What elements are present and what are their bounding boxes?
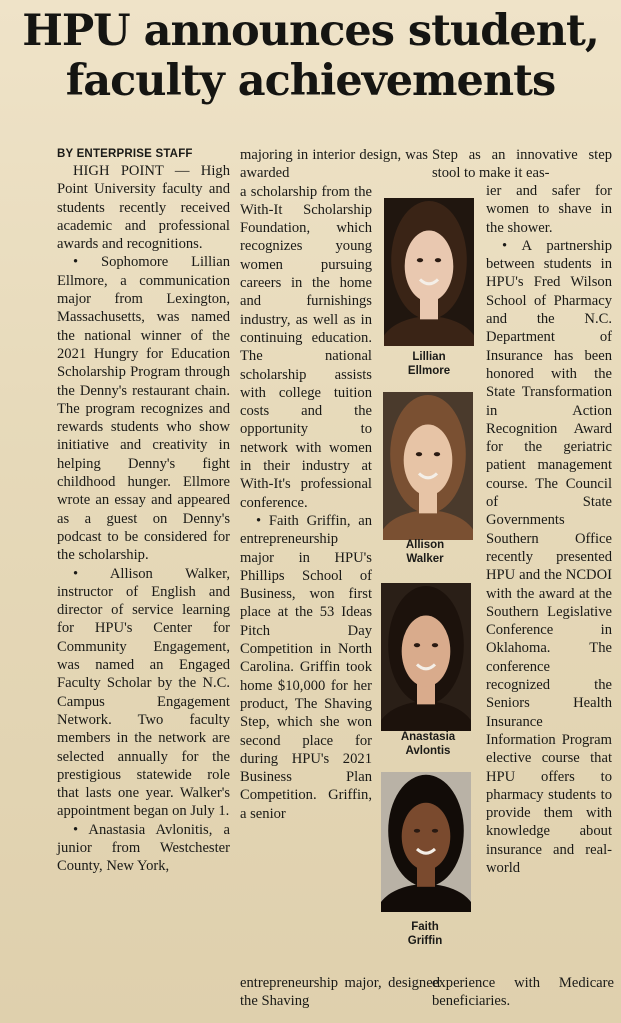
paragraph-intro: HIGH POINT — High Point University faculty and students recently received academic and professional awards and recognitions. [57,163,230,253]
portrait-face [404,425,453,496]
portrait-eye-left [416,452,422,456]
column-3-bottom-line: experience with Medicare beneficiaries. [432,975,614,1010]
portrait-face [402,803,451,870]
paragraph-avlonitis-start: • Anastasia Avlonitis, a junior from Westchester County, New York, [57,821,230,875]
headline [0,6,621,106]
paragraph-avlonitis-cont: a scholarship from the With-It Scholarship Foundation, which recognizes young women pursuing careers in the home and furnishings industry, as well as in continuing education. The national scholarship assists with college tuition costs and the opportunity to network with women in their industry at With-It's professional conference. [240,183,372,511]
portrait-eye-left [414,643,420,647]
caption-anastasia-avlontis [376,730,480,758]
column-3-body [486,182,612,877]
headline-line-2: faculty achievements [65,56,556,106]
paragraph-pharmacy: • A partnership between students in HPU's Fred Wilson School of Pharmacy and the N.C. Department of Insurance has been honored with the State Transformation in Action Recognition Award for the geriatric patient management course. The Council of State Governments Southern Office recently presented HPU and the NCDOI with the award at the Southern Legislative Conference in Oklahoma. The conference recognized the Seniors Health Insurance Information Program elective course that HPU offers to pharmacy students to provide them with knowledge about insurance and real-world [486,237,612,876]
portrait-eye-left [414,829,420,833]
caption-last-name: Avlontis [405,745,451,757]
caption-first-name: Faith [411,921,439,933]
portrait-face [405,231,454,302]
portrait-eye-right [435,258,441,262]
caption-lillian-ellmore [377,350,481,378]
paragraph-griffin: • Faith Griffin, an entrepreneurship major in HPU's Phillips School of Business, won first place at the 53 Ideas Pitch Day Competition in North Carolina. Griffin took home $10,000 for her product, The Shaving Step, which she won second place for during HPU's 2021 Business Plan Competition. Griffin, a senior [240,512,372,822]
column-3-bottom [432,974,614,1011]
paragraph-ellmore: • Sophomore Lillian Ellmore, a communication major from Lexington, Massachusetts, was named the national winner of the 2021 Hungry for Education Scholarship Program through the Denny's restaurant chain. The program recognizes and rewards students who show initiative and creativity in helping Denny's fight childhood hunger. Ellmore wrote an essay and appeared as a guest on Denny's podcast to be considered for the scholarship. [57,254,230,564]
caption-allison-walker [373,538,477,566]
column-2-bottom-line: entrepreneurship major, designed the Shaving [240,975,440,1010]
column-2-top-line: majoring in interior design, was awarded [240,147,428,182]
portrait-graphic [383,392,473,540]
portrait-graphic [384,198,474,346]
column-3-top-line: Step as an innovative step stool to make it eas- [432,147,612,182]
portrait-graphic [381,583,471,731]
caption-last-name: Griffin [407,935,443,947]
caption-first-name: Lillian [412,351,446,363]
caption-faith-griffin [373,920,477,948]
byline: BY ENTERPRISE STAFF [57,148,193,160]
portrait-eye-right [434,452,440,456]
portrait-eye-right [432,829,438,833]
headline-line-1: HPU announces student, [22,6,599,56]
paragraph-walker: • Allison Walker, instructor of English and director of service learning for HPU's Center for Community Engagement, was named an Engaged Faculty Scholar by the N.C. Campus Engagement Network. Two faculty members in the network are selected annually for the prestigious statewide role that lasts one year. Walker's appointment began on July 1. [57,565,230,820]
caption-last-name: Walker [406,553,444,565]
column-2-bottom [240,974,440,1011]
caption-first-name: Anastasia [400,731,456,743]
paragraph-shaving-cont: ier and safer for women to shave in the shower. [486,183,612,236]
article-column-3 [432,146,612,183]
photo-anastasia-avlontis [381,583,471,731]
caption-first-name: Allison [405,539,445,551]
photo-allison-walker [383,392,473,540]
article-column-1 [57,146,230,876]
photo-lillian-ellmore [384,198,474,346]
portrait-eye-left [417,258,423,262]
portrait-eye-right [432,643,438,647]
portrait-graphic [381,772,471,912]
portrait-face [402,616,451,687]
photo-faith-griffin [381,772,471,912]
caption-last-name: Ellmore [407,365,451,377]
